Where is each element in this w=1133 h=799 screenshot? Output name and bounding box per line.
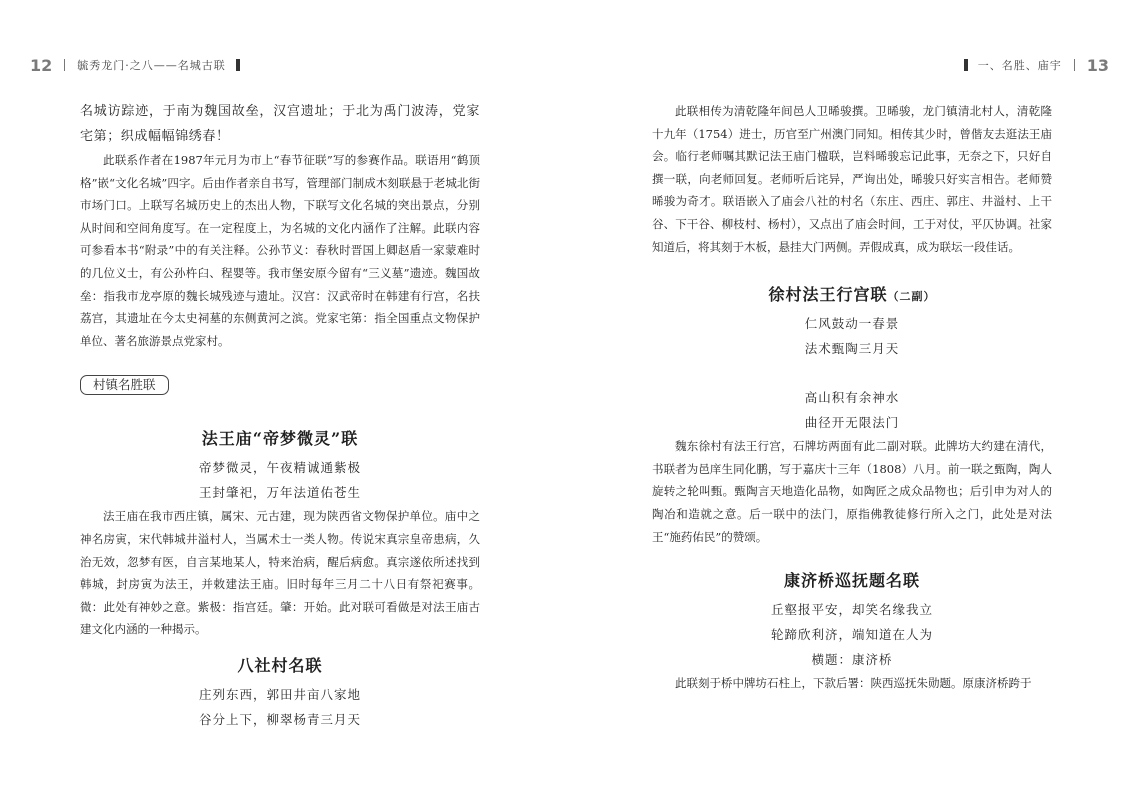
couplet-line: 仁风鼓动一春景 <box>804 316 900 332</box>
right-page-number: 13 <box>1086 55 1109 75</box>
couplet-line: 帝梦微灵，午夜精诚通紫极 <box>198 460 361 476</box>
section-tag: 村镇名胜联 <box>80 375 169 395</box>
right-page <box>567 0 1133 799</box>
couplet-line: 丘壑报平安，却笑名缘我立 <box>770 602 933 618</box>
left-page-number: 12 <box>30 55 53 75</box>
couplet-line: 曲径开无限法门 <box>804 415 900 431</box>
body-paragraph: 法王庙在我市西庄镇，属宋、元古建，现为陕西省文物保护单位。庙中之神名房寅，宋代韩城井溢村人，当属术士一类人物。传说宋真宗皇帝患病，久治无效，忽梦有医，自言某地某人，特来治病，醒后病愈。真宗遂依所述找到韩城，封房寅为法王，并敕建法王庙。旧时每年三月二十八日有祭祀赛事。微：此处有神妙之意。紫极：指宫廷。肇：开始。此对联可看做是对法王庙古建文化内涵的一种揭示。 <box>80 509 480 637</box>
couplet-line: 横题：康济桥 <box>811 652 893 668</box>
couplet-heading-text: 徐村法王行宫联 <box>768 285 888 305</box>
couplet-line: 谷分上下，柳翠杨青三月天 <box>198 711 361 727</box>
body-paragraph: 此联系作者在1987年元月为市上“春节征联”写的参赛作品。联语用“鹤顶格”嵌“文化名城”四字。后由作者亲自书写，管理部门制成木刻联悬于老城北街市场门口。上联写名城历史上的杰出人物，下联写文化名城的突出景点，分别从时间和空间角度写。在一定程度上，为名城的文化内涵作了注解。此联内容可参看本书“附录”中的有关注释。公孙节义：春秋时晋国上卿赵盾一家蒙难时的几位义士，有公孙杵臼、程婴等。我市堡安原今留有“三义墓”遗迹。魏国故垒：指我市龙亭原的魏长城残迹与遗址。汉宫：汉武帝时在韩建有行宫，名扶荔宫，其遗址在今太史祠墓的东侧黄河之滨。党家宅第：指全国重点文物保护单位、著名旅游景点党家村。 <box>80 153 480 348</box>
couplet-heading: 八社村名联 <box>237 655 323 675</box>
right-body <box>652 100 1052 695</box>
right-running-header <box>954 55 1109 75</box>
couplet-line: 高山积有余神水 <box>804 390 900 406</box>
header-block-mark <box>236 59 240 71</box>
left-page <box>0 0 566 799</box>
couplet-line: 轮蹄欣利济，端知道在人为 <box>770 627 933 643</box>
couplet-heading: 法王庙“帝梦微灵”联 <box>201 429 359 449</box>
couplet-line: 庄列东西，郭田井亩八家地 <box>198 686 361 702</box>
left-running-header <box>30 55 250 75</box>
header-block-mark <box>964 59 968 71</box>
header-divider <box>64 59 65 71</box>
body-paragraph: 此联刻于桥中牌坊石柱上，下款后署：陕西巡抚朱勋题。原康济桥跨于 <box>675 676 1032 691</box>
left-header-title: 毓秀龙门·之八——名城古联 <box>77 59 226 72</box>
body-paragraph: 此联相传为清乾隆年间邑人卫晞骏撰。卫晞骏，龙门镇清北村人，清乾隆十九年（1754）进士，历官至广州澳门同知。相传其少时，曾偕友去逛法王庙会。临行老师嘱其默记法王庙门楹联，岂料晞骏忘记此事，无奈之下，只好自撰一联，向老师回复。老师听后诧异，严询出处，晞骏只好实言相告。老师赞晞骏为奇才。联语嵌入了庙会八社的村名（东庄、西庄、郭庄、井溢村、上干谷、下干谷、柳枝村、杨村），又点出了庙会时间，工于对仗，平仄协调。社家知道后，将其刻于木板，悬挂大门两侧。弄假成真，成为联坛一段佳话。 <box>652 104 1052 254</box>
left-body <box>80 100 480 732</box>
couplet-line: 王封肇祀，万年法道佑苍生 <box>198 485 361 501</box>
continued-couplet-text: 名城访踪迹，于南为魏国故垒，汉宫遗址；于北为禹门波涛，党家宅第；织成幅幅锦绣春！ <box>80 104 480 144</box>
couplet-heading <box>652 282 1052 305</box>
couplet-heading: 康济桥巡抚题名联 <box>783 571 920 591</box>
couplet-count-note: （二副） <box>887 290 936 304</box>
couplet-line: 法术甄陶三月天 <box>804 341 900 357</box>
right-header-title: 一、名胜、庙宇 <box>977 59 1062 72</box>
couplet-spacer <box>652 361 1052 385</box>
header-divider <box>1074 59 1075 71</box>
body-paragraph: 魏东徐村有法王行宫，石牌坊两面有此二副对联。此牌坊大约建在清代，书联者为邑庠生同化鹏，写于嘉庆十三年（1808）八月。前一联之甄陶，陶人旋转之轮叫甄。甄陶言天地造化品物，如陶匠之成众品物也；后引申为对人的陶冶和造就之意。后一联中的法门，原指佛教徒修行所入之门，此处是对法王“施药佑民”的赞颂。 <box>652 439 1052 544</box>
